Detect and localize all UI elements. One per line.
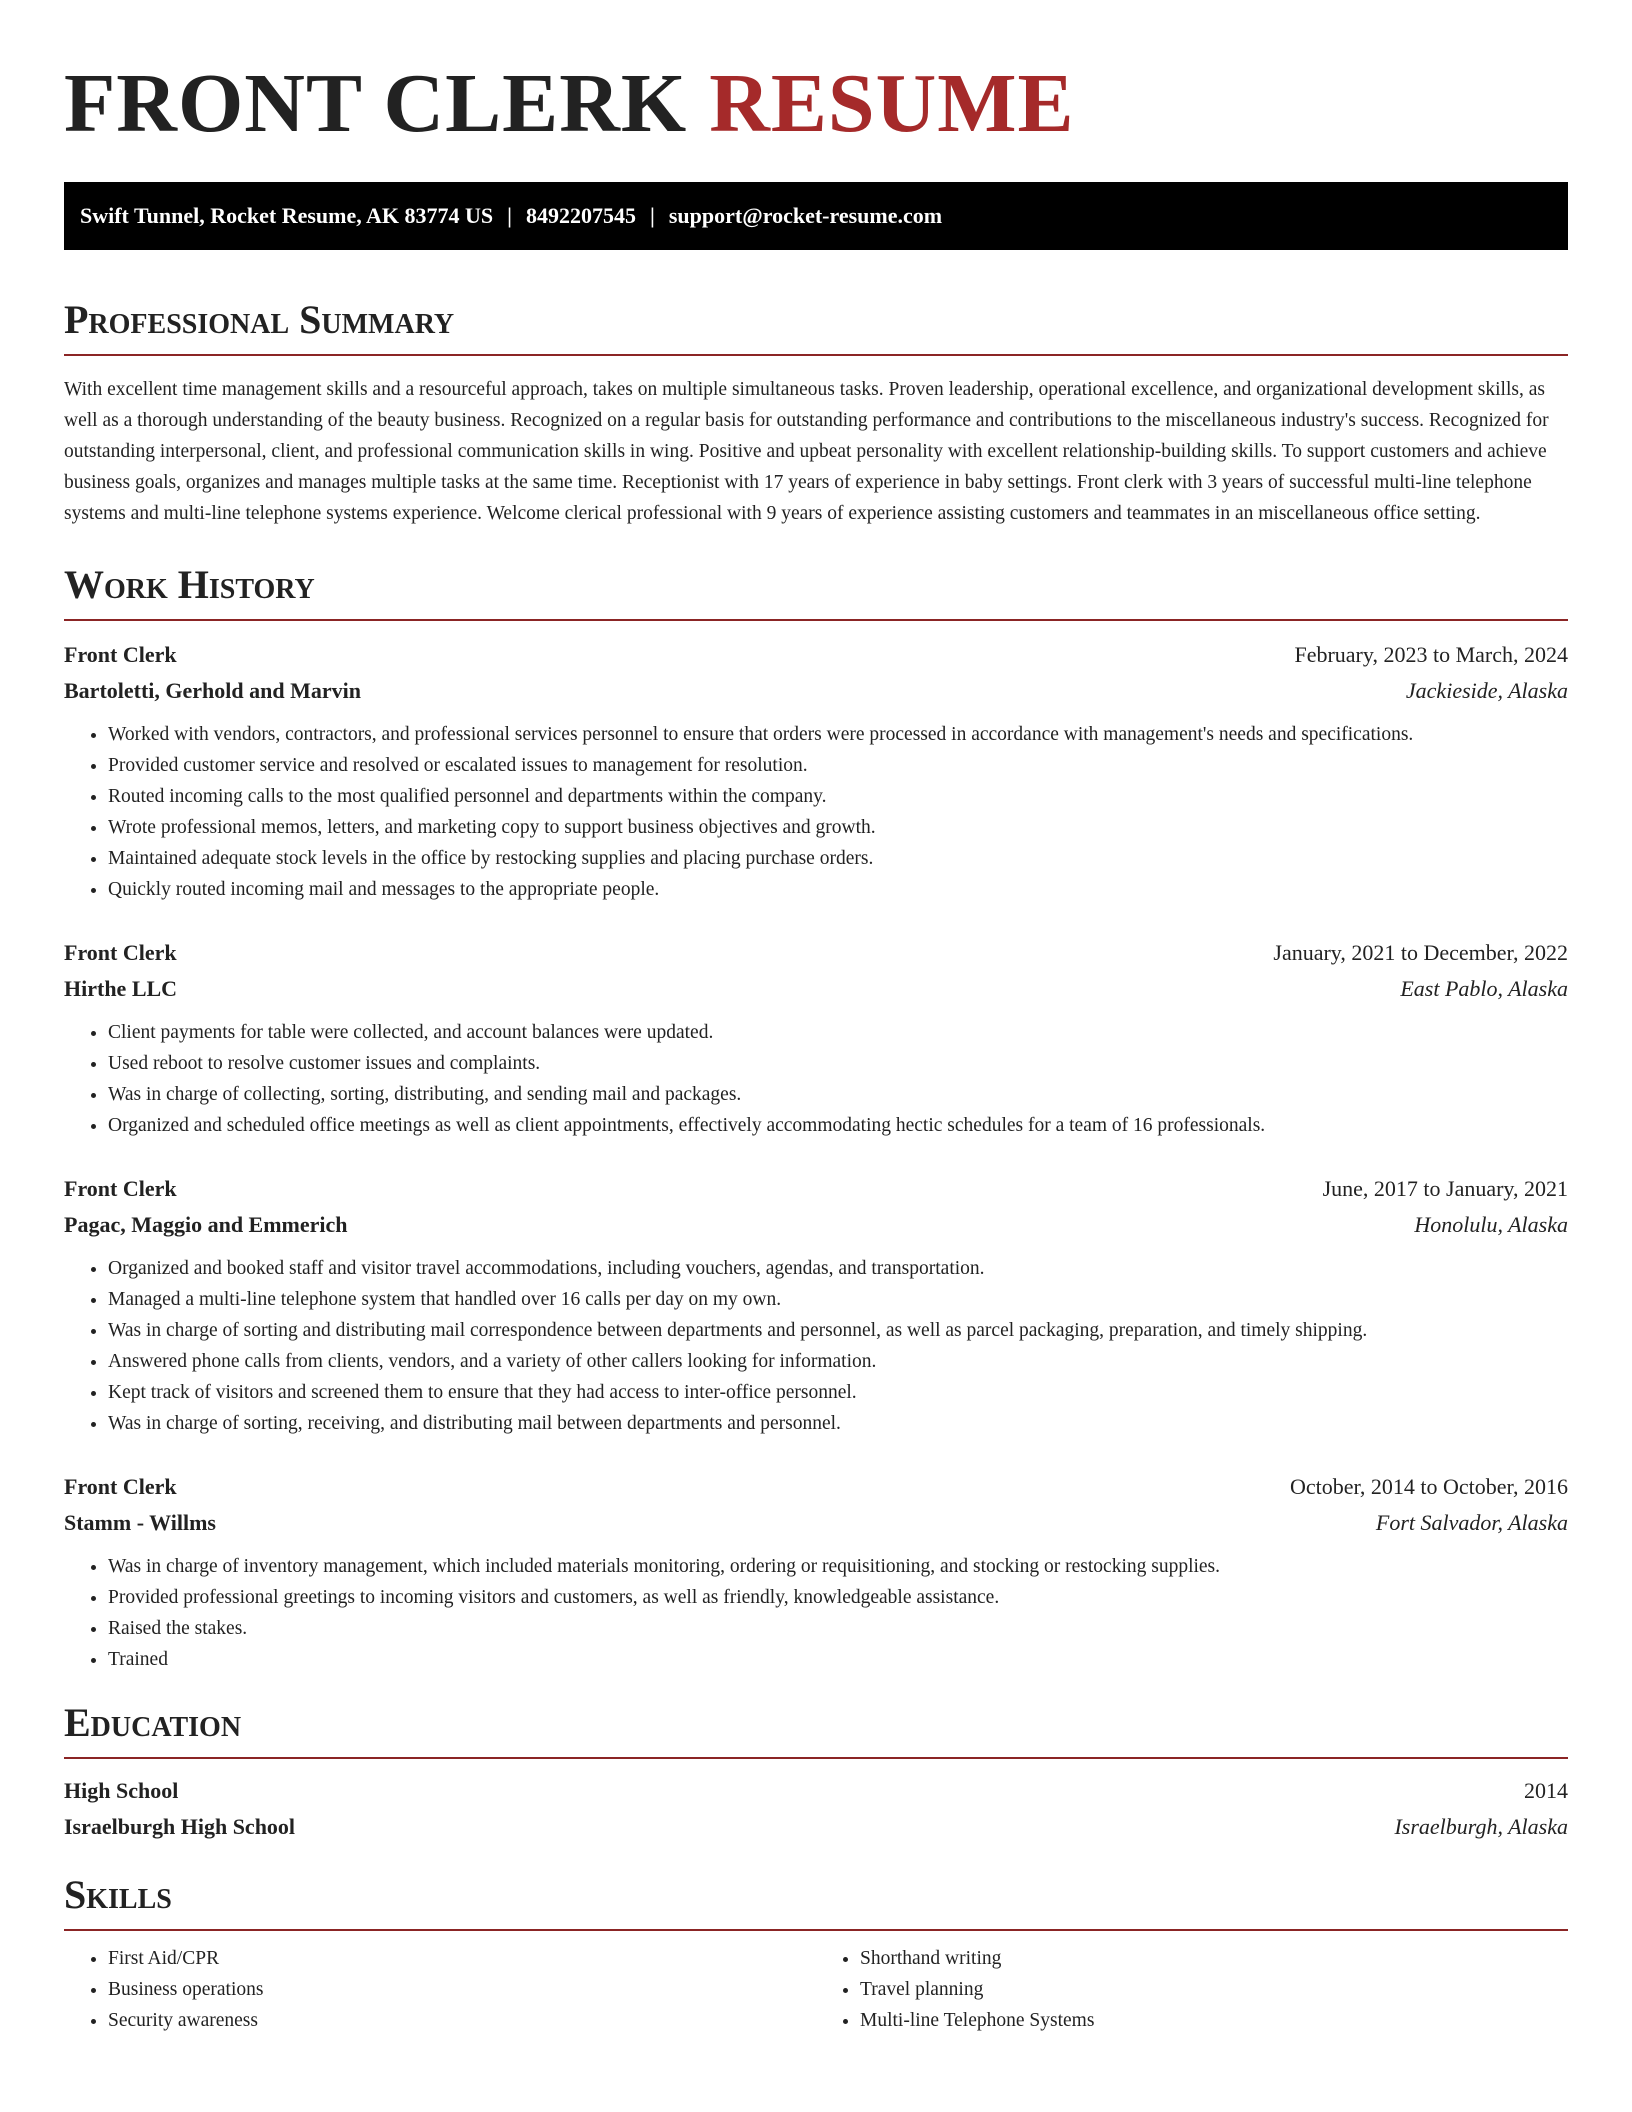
- education-heading: Education: [64, 1697, 1568, 1759]
- skills-column-left: [64, 1943, 816, 2036]
- job-title-row: [64, 1171, 1568, 1207]
- title-accent: RESUME: [709, 57, 1075, 150]
- job-dates: October, 2014 to October, 2016: [1289, 1474, 1568, 1499]
- job-entry: [64, 1171, 1568, 1439]
- job-bullet: • Used reboot to resolve customer issues and complaints.: [108, 1048, 1568, 1079]
- job-bullet: • Raised the stakes.: [108, 1613, 1568, 1644]
- skill-item: • Security awareness: [108, 2005, 816, 2036]
- job-bullet: • Worked with vendors, contractors, and professional services personnel to ensure that orders were processed in accordance with management's needs and specifications.: [108, 719, 1568, 750]
- contact-separator: |: [650, 203, 655, 228]
- job-bullet: • Answered phone calls from clients, vendors, and a variety of other callers looking for information.: [108, 1346, 1568, 1377]
- job-bullets: [64, 1253, 1568, 1439]
- contact-separator: |: [507, 203, 513, 228]
- skill-item: • Business operations: [108, 1974, 816, 2005]
- job-bullet: • Provided customer service and resolved or escalated issues to management for resolution.: [108, 750, 1568, 781]
- summary-heading: Professional Summary: [64, 294, 1568, 356]
- contact-bar: [64, 182, 1568, 250]
- contact-email[interactable]: support@rocket-resume.com: [668, 203, 943, 228]
- title-main: FRONT CLERK: [64, 57, 688, 150]
- job-dates: February, 2023 to March, 2024: [1294, 642, 1568, 667]
- job-title: Front Clerk: [64, 1176, 177, 1201]
- job-company: Hirthe LLC: [64, 976, 178, 1001]
- job-location: Honolulu, Alaska: [1414, 1212, 1568, 1237]
- job-entry: [64, 1469, 1568, 1675]
- job-title: Front Clerk: [64, 1474, 177, 1499]
- skill-item: • Travel planning: [860, 1974, 1568, 2005]
- job-bullet: • Managed a multi-line telephone system that handled over 16 calls per day on my own.: [108, 1284, 1568, 1315]
- job-bullet: • Organized and scheduled office meetings as well as client appointments, effectively accommodating hectic schedules for a team of 16 professionals.: [108, 1110, 1568, 1141]
- job-company-row: [64, 1505, 1568, 1541]
- job-title-row: [64, 935, 1568, 971]
- education-school-row: [64, 1809, 1568, 1845]
- job-bullet: • Quickly routed incoming mail and messages to the appropriate people.: [108, 874, 1568, 905]
- contact-phone: 8492207545: [526, 203, 637, 228]
- job-bullet: • Kept track of visitors and screened them to ensure that they had access to inter-office personnel.: [108, 1377, 1568, 1408]
- education-entry: [64, 1773, 1568, 1845]
- job-company: Stamm - Willms: [64, 1510, 216, 1535]
- work-history-heading: Work History: [64, 559, 1568, 621]
- job-bullets: [64, 719, 1568, 905]
- job-company: Bartoletti, Gerhold and Marvin: [64, 678, 361, 703]
- skill-item: • Shorthand writing: [860, 1943, 1568, 1974]
- job-bullet: • Maintained adequate stock levels in the office by restocking supplies and placing purchase orders.: [108, 843, 1568, 874]
- skill-item: • Multi-line Telephone Systems: [860, 2005, 1568, 2036]
- job-title-row: [64, 637, 1568, 673]
- skill-item: • First Aid/CPR: [108, 1943, 816, 1974]
- job-company-row: [64, 673, 1568, 709]
- contact-address: Swift Tunnel, Rocket Resume, AK 83774 US: [80, 203, 494, 228]
- education-degree-row: [64, 1773, 1568, 1809]
- job-bullet: • Routed incoming calls to the most qualified personnel and departments within the company.: [108, 781, 1568, 812]
- job-bullet: • Was in charge of collecting, sorting, distributing, and sending mail and packages.: [108, 1079, 1568, 1110]
- job-bullet: • Provided professional greetings to incoming visitors and customers, as well as friendly, knowledgeable assistance.: [108, 1582, 1568, 1613]
- job-location: East Pablo, Alaska: [1400, 976, 1568, 1001]
- job-company: Pagac, Maggio and Emmerich: [64, 1212, 348, 1237]
- skills-list: [64, 1943, 1568, 2036]
- job-title: Front Clerk: [64, 940, 177, 965]
- job-bullet: • Organized and booked staff and visitor travel accommodations, including vouchers, agendas, and transportation.: [108, 1253, 1568, 1284]
- job-company-row: [64, 971, 1568, 1007]
- job-bullet: • Wrote professional memos, letters, and marketing copy to support business objectives and growth.: [108, 812, 1568, 843]
- job-location: Fort Salvador, Alaska: [1375, 1510, 1568, 1535]
- job-bullet: • Client payments for table were collected, and account balances were updated.: [108, 1017, 1568, 1048]
- job-bullets: [64, 1551, 1568, 1675]
- job-location: Jackieside, Alaska: [1405, 678, 1568, 703]
- job-title: Front Clerk: [64, 642, 177, 667]
- job-dates: January, 2021 to December, 2022: [1273, 940, 1568, 965]
- job-entry: [64, 935, 1568, 1141]
- job-dates: June, 2017 to January, 2021: [1322, 1176, 1568, 1201]
- job-entry: [64, 637, 1568, 905]
- resume-title: [64, 58, 1568, 150]
- skills-heading: Skills: [64, 1869, 1568, 1931]
- job-company-row: [64, 1207, 1568, 1243]
- job-bullets: [64, 1017, 1568, 1141]
- job-bullet: • Was in charge of inventory management, which included materials monitoring, ordering or requisitioning, and stocking or restocking supplies.: [108, 1551, 1568, 1582]
- job-title-row: [64, 1469, 1568, 1505]
- skills-column-right: [816, 1943, 1568, 2036]
- education-location: Israelburgh, Alaska: [1394, 1814, 1568, 1839]
- job-bullet: • Was in charge of sorting and distributing mail correspondence between departments and personnel, as well as parcel packaging, preparation, and timely shipping.: [108, 1315, 1568, 1346]
- job-bullet: • Was in charge of sorting, receiving, and distributing mail between departments and personnel.: [108, 1408, 1568, 1439]
- job-bullet: • Trained: [108, 1644, 1568, 1675]
- education-school: Israelburgh High School: [64, 1814, 296, 1839]
- education-degree: High School: [64, 1778, 179, 1803]
- education-year: 2014: [1524, 1778, 1568, 1803]
- summary-text: With excellent time management skills and a resourceful approach, takes on multiple simultaneous tasks. Proven leadership, operational excellence, and organizational development skills, as well as a thorough understanding of the beauty business. Recognized on a regular basis for outstanding performance and contributions to the miscellaneous industry's success. Recognized for outstanding interpersonal, client, and professional communication skills in wing. Positive and upbeat personality with excellent relationship-building skills. To support customers and achieve business goals, organizes and manages multiple tasks at the same time. Receptionist with 17 years of experience in baby settings. Front clerk with 3 years of successful multi-line telephone systems and multi-line telephone systems experience. Welcome clerical professional with 9 years of experience assisting customers and teammates in an miscellaneous office setting.: [64, 379, 1549, 524]
